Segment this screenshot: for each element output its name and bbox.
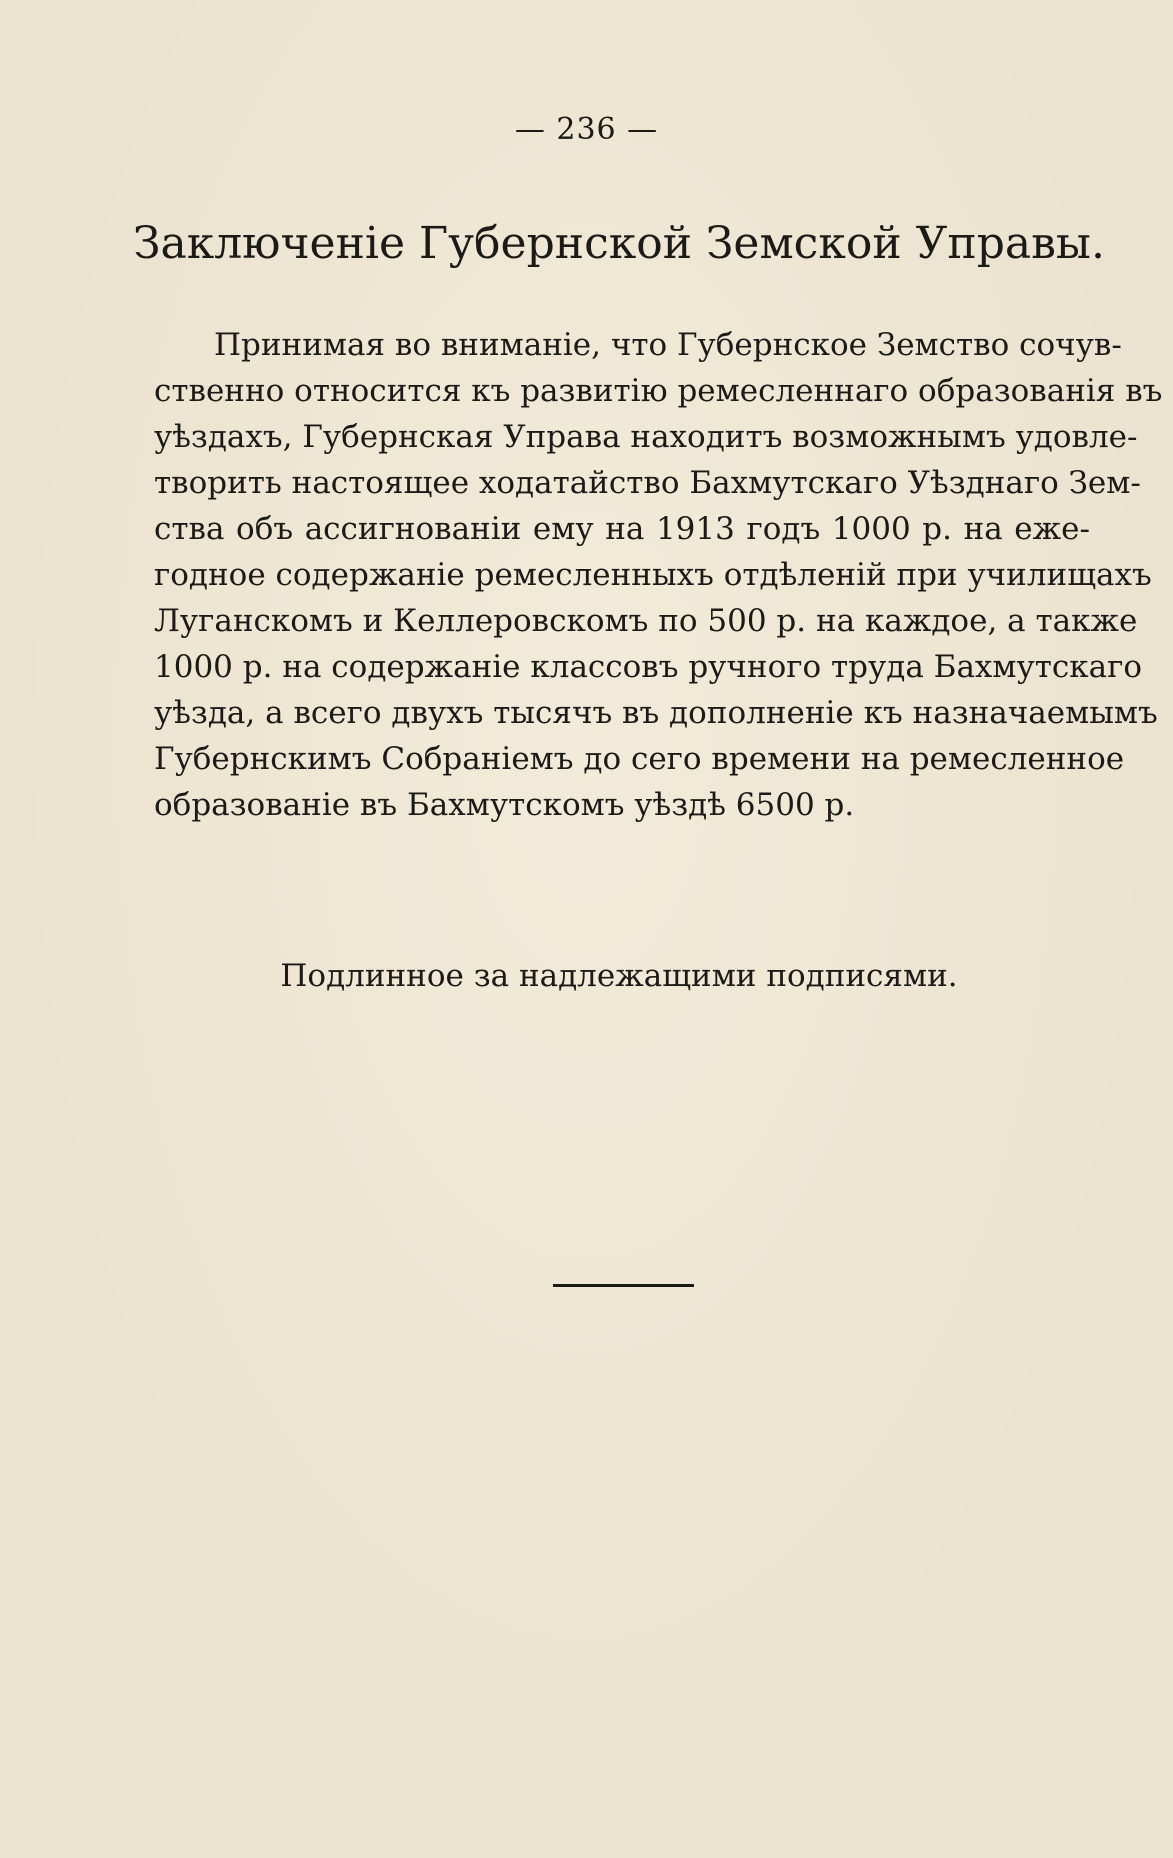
paragraph-line: годное содержаніе ремесленныхъ отдѣленій при училищахъ	[154, 557, 1152, 593]
paragraph-line: творить настоящее ходатайство Бахмутскаго Уѣзднаго Зем-	[154, 465, 1141, 501]
paragraph-line: Губернскимъ Собраніемъ до сего времени на ремесленное	[154, 741, 1125, 777]
page-number: — 236 —	[514, 112, 659, 147]
paragraph-line-last: образованіе въ Бахмутскомъ уѣздѣ 6500 р.	[154, 787, 855, 823]
paragraph-line: уѣзда, а всего двухъ тысячъ въ дополненіе къ назначаемымъ	[154, 695, 1158, 731]
closing-rule	[553, 1284, 694, 1287]
paragraph-line: уѣздахъ, Губернская Управа находитъ возможнымъ удовле-	[154, 419, 1138, 455]
section-heading: Заключеніе Губернской Земской Управы.	[133, 218, 1105, 269]
paragraph-line: ства объ ассигнованіи ему на 1913 годъ 1000 р. на еже-	[154, 511, 1090, 547]
paragraph-line: ственно относится къ развитію ремесленнаго образованія въ	[154, 373, 1163, 409]
paragraph-line: 1000 р. на содержаніе классовъ ручного труда Бахмутскаго	[154, 649, 1143, 685]
paragraph-line: Луганскомъ и Келлеровскомъ по 500 р. на каждое, а также	[154, 603, 1138, 639]
body-paragraph	[154, 322, 1163, 828]
signature-note: Подлинное за надлежащими подписями.	[280, 958, 958, 994]
paragraph-line: Принимая во вниманіе, что Губернское Земство сочув-	[214, 327, 1122, 363]
